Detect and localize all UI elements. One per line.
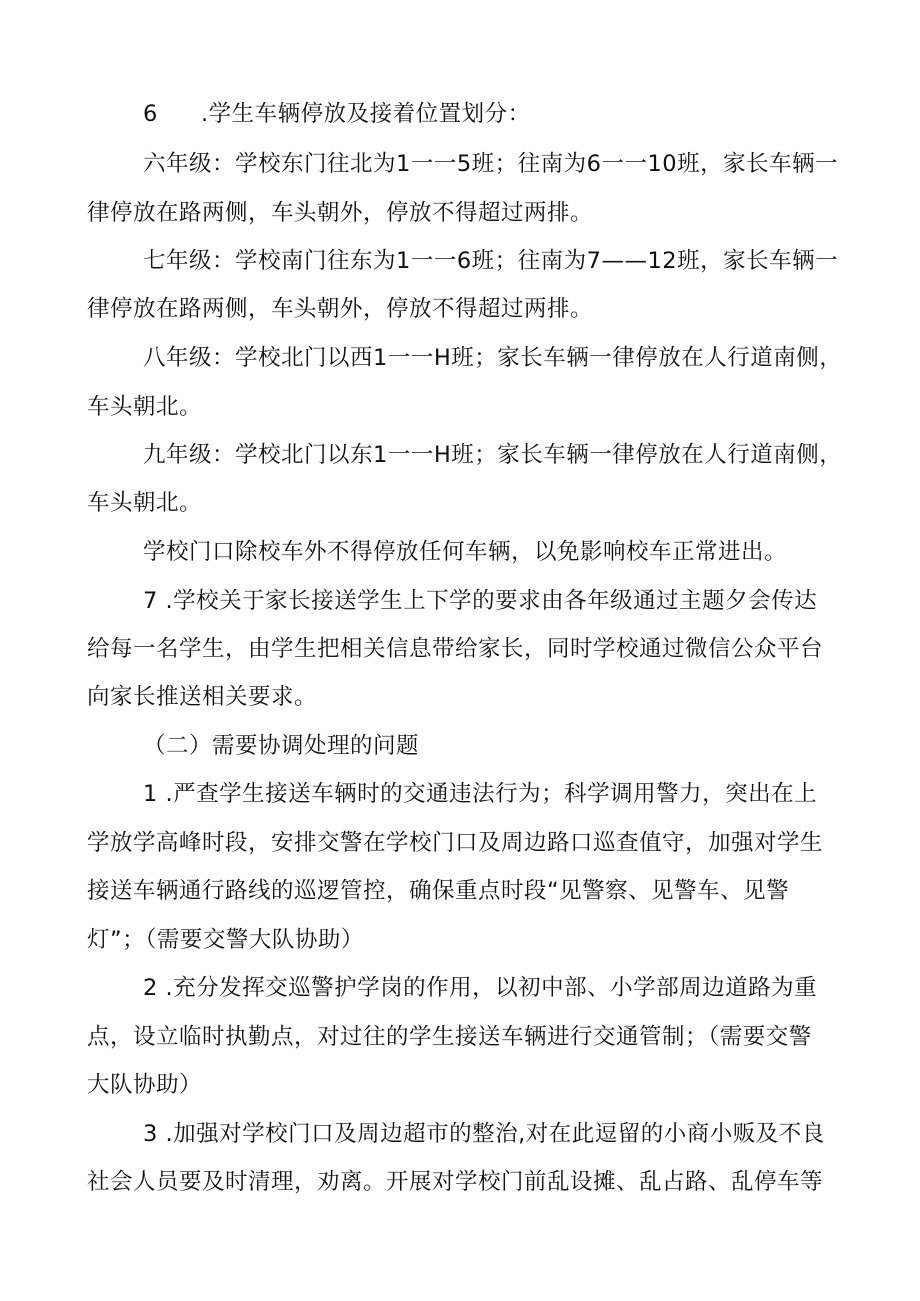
item-6-title: .学生车辆停放及接着位置划分： — [201, 101, 531, 127]
grade-6-line-2: 律停放在路两侧，车头朝外，停放不得超过两排。 — [87, 200, 594, 226]
item-6-number: 6 — [143, 101, 158, 127]
issue-1-line-2: 学放学高峰时段，安排交警在学校门口及周边路口巡查值守，加强对学生 — [87, 830, 824, 856]
item-7-line-1: 7 .学校关于家长接送学生上下学的要求由各年级通过主题夕会传达 — [143, 588, 818, 614]
grade-8-line-1: 八年级：学校北门以西1一一H班；家长车辆一律停放在人行道南侧， — [143, 345, 843, 371]
item-7-line-2: 给每一名学生，由学生把相关信息带给家长，同时学校通过微信公众平台 — [87, 636, 824, 662]
issue-1-line-1: 1 .严查学生接送车辆时的交通违法行为；科学调用警力，突出在上 — [143, 781, 818, 807]
grade-7-line-1: 七年级：学校南门往东为1一一6班；往南为7——12班，家长车辆一 — [143, 248, 839, 274]
grade-8-line-2: 车头朝北。 — [87, 394, 203, 420]
section-2-heading: （二）需要协调处理的问题 — [143, 733, 420, 759]
item-6-heading — [143, 103, 531, 126]
grade-7-line-2: 律停放在路两侧，车头朝外，停放不得超过两排。 — [87, 296, 594, 322]
grade-6-line-1: 六年级：学校东门往北为1一一5班；往南为6一一10班，家长车辆一 — [143, 151, 839, 177]
issue-1-line-3: 接送车辆通行路线的巡逻管控，确保重点时段“见警察、见警车、见警 — [87, 878, 790, 904]
grade-9-line-1: 九年级：学校北门以东1一一H班；家长车辆一律停放在人行道南侧， — [143, 442, 843, 468]
issue-2-line-3: 大队协助） — [87, 1072, 203, 1098]
issue-3-line-1: 3 .加强对学校门口及周边超市的整治,对在此逗留的小商小贩及不良 — [143, 1121, 825, 1147]
grade-9-line-2: 车头朝北。 — [87, 490, 203, 516]
school-gate-rule: 学校门口除校车外不得停放任何车辆，以免影响校车正常进出。 — [143, 539, 788, 565]
item-7-line-3: 向家长推送相关要求。 — [87, 684, 318, 710]
issue-1-line-4: 灯”；（需要交警大队协助） — [87, 927, 364, 953]
issue-3-line-2: 社会人员要及时清理，劝离。开展对学校门前乱设摊、乱占路、乱停车等 — [87, 1169, 824, 1195]
issue-2-line-2: 点，设立临时执勤点，对过往的学生接送车辆进行交通管制；（需要交警 — [87, 1024, 812, 1050]
issue-2-line-1: 2 .充分发挥交巡警护学岗的作用，以初中部、小学部周边道路为重 — [143, 975, 818, 1001]
